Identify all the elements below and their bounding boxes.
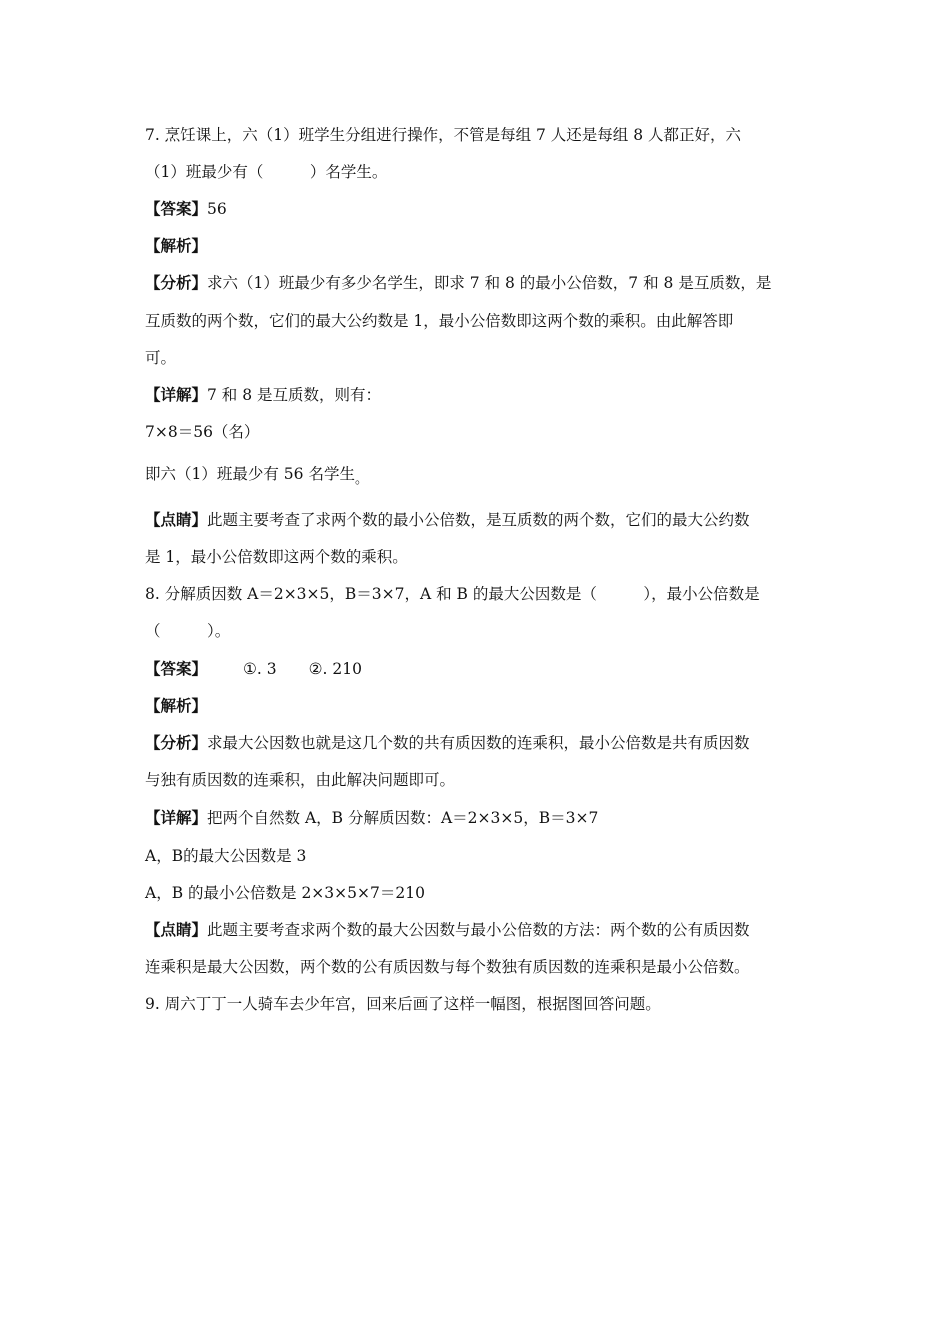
comment-text: 此题主要考查了求两个数的最小公倍数，是互质数的两个数，它们的最大公约数: [207, 511, 750, 529]
answer-value: 56: [207, 200, 227, 218]
q8-analysis-line-2: 与独有质因数的连乘积，由此解决问题即可。: [145, 771, 456, 789]
detail-text: 把两个自然数 A，B 分解质因数：A＝2×3×5，B＝3×7: [207, 809, 599, 827]
q7-comment-line-2: 是 1，最小公倍数即这两个数的乘积。: [145, 548, 408, 566]
detail-text: 即六（1）班最少有 56 名学生: [145, 465, 355, 483]
q7-answer: [145, 198, 810, 220]
q8-analysis-line-1: [145, 732, 810, 754]
q8-comment-line-1: [145, 919, 810, 941]
q8-jiexi-tag: 【解析】: [145, 696, 208, 715]
answer-tag: 【答案】: [145, 659, 208, 678]
q7-detail-line-3: [145, 463, 810, 491]
answer-value-2: ②. 210: [308, 660, 362, 678]
q9-stem-line-1: 9. 周六丁丁一人骑车去少年宫，回来后画了这样一幅图，根据图回答问题。: [145, 995, 661, 1013]
q7-comment-line-1: [145, 509, 810, 531]
q8-comment-line-2: 连乘积是最大公因数，两个数的公有质因数与每个数独有质因数的连乘积是最小公倍数。: [145, 958, 750, 976]
detail-tag: 【详解】: [145, 808, 208, 827]
detail-tag: 【详解】: [145, 385, 208, 404]
q7-detail-line-2: 7×8＝56（名）: [145, 423, 260, 441]
q8-detail-line-1: [145, 807, 810, 829]
q7-jiexi-tag: 【解析】: [145, 236, 208, 255]
q8-stem-line-2: （ ）。: [145, 622, 231, 640]
q8-detail-line-2: A，B的最大公因数是 3: [145, 847, 307, 865]
q8-detail-line-3: A，B 的最小公倍数是 2×3×5×7＝210: [145, 884, 425, 902]
period-mark: 。: [354, 472, 368, 487]
answer-tag: 【答案】: [145, 199, 208, 218]
analysis-text: 求最大公因数也就是这几个数的共有质因数的连乘积，最小公倍数是共有质因数: [207, 734, 750, 752]
q8-answer: [145, 658, 810, 680]
analysis-text: 求六（1）班最少有多少名学生，即求 7 和 8 的最小公倍数，7 和 8 是互质数，是: [207, 274, 772, 292]
q8-stem-line-1: 8. 分解质因数 A＝2×3×5，B＝3×7，A 和 B 的最大公因数是（ ），最小公倍数是: [145, 585, 760, 603]
q7-analysis-line-2: 互质数的两个数，它们的最大公约数是 1，最小公倍数即这两个数的乘积。由此解答即: [145, 312, 734, 330]
q7-detail-line-1: [145, 384, 810, 406]
comment-tag: 【点睛】: [145, 920, 208, 939]
q7-stem-line-1: 7. 烹饪课上，六（1）班学生分组进行操作，不管是每组 7 人还是每组 8 人都正好，六: [145, 126, 742, 144]
q7-stem-line-2: （1）班最少有（ ）名学生。: [145, 163, 388, 181]
comment-tag: 【点睛】: [145, 510, 208, 529]
detail-text: 7 和 8 是互质数，则有：: [207, 386, 382, 404]
answer-value-1: ①. 3: [243, 660, 277, 678]
comment-text: 此题主要考查求两个数的最大公因数与最小公倍数的方法：两个数的公有质因数: [207, 921, 750, 939]
q7-analysis-line-3: 可。: [145, 349, 177, 367]
q7-analysis-line-1: [145, 272, 810, 294]
analysis-tag: 【分析】: [145, 273, 208, 292]
analysis-tag: 【分析】: [145, 733, 208, 752]
